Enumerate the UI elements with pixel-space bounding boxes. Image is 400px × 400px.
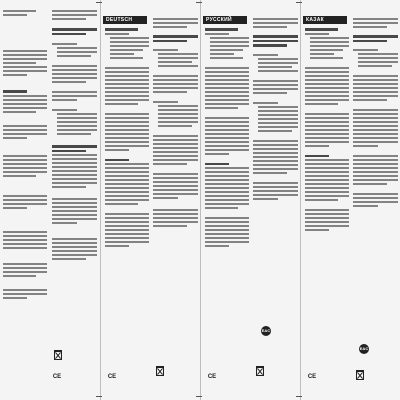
weee-bin-icon [256,366,264,376]
panel-kazakh [300,0,400,400]
weee-bin-icon [356,370,364,380]
crop-mark [196,2,202,3]
section-heading-kazakh: КАЗАК [303,16,347,24]
ce-mark: CE [52,374,62,380]
ce-mark: CE [107,374,117,380]
column-3a [205,26,249,394]
crop-mark [296,396,302,397]
ce-mark: CE [307,374,317,380]
column-1b [52,8,97,394]
weee-bin-icon [156,366,164,376]
ce-mark: CE [207,374,217,380]
crop-mark [296,2,302,3]
section-heading-russian: РУССКИЙ [203,16,247,24]
column-3b [253,16,298,394]
column-4a [305,26,349,394]
panel-russian [200,0,300,400]
panel-english [0,0,100,400]
weee-bin-icon [54,350,62,360]
column-4b [353,16,398,394]
crop-mark [196,396,202,397]
column-2a [105,26,149,394]
crop-mark [96,2,102,3]
section-heading-deutsch: DEUTSCH [103,16,147,24]
panel-deutsch [100,0,200,400]
eac-mark: EAC [261,326,271,336]
column-1a [3,8,47,394]
crop-mark [96,396,102,397]
column-2b [153,16,198,394]
eac-mark: EAC [359,344,369,354]
